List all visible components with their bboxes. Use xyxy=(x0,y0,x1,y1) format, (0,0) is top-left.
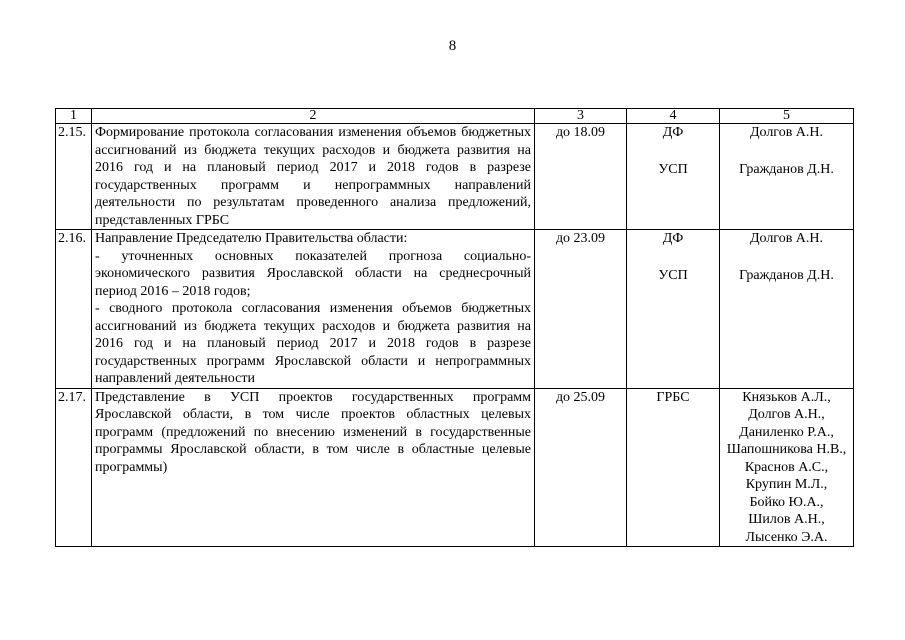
responsible-person: Лысенко Э.А. xyxy=(745,529,828,545)
table-row xyxy=(56,388,854,547)
responsible-person: Даниленко Р.А., xyxy=(739,424,834,440)
row-deadline: до 18.09 xyxy=(535,124,627,230)
responsible-person: Князьков А.Л., xyxy=(742,389,831,405)
header-col-5: 5 xyxy=(720,109,854,124)
row-description: Представление в УСП проектов государственных программ Ярославской области, в том числе проектов областных целевых программ (предложений по внесению изменений в государственные программы Ярославской области, в том числе в областные целевые программы) xyxy=(92,388,535,547)
responsible-person: Долгов А.Н. xyxy=(749,125,824,140)
header-row xyxy=(56,109,854,124)
responsible-person: Гражданов Д.Н. xyxy=(739,267,834,283)
row-deadline: до 25.09 xyxy=(535,388,627,547)
row-executors xyxy=(627,230,720,389)
row-number: 2.16. xyxy=(56,230,92,389)
row-responsible xyxy=(720,230,854,389)
responsible-person: Бойко Ю.А., xyxy=(749,494,824,510)
responsible-person: Долгов А.Н., xyxy=(748,407,825,422)
row-executors xyxy=(627,388,720,547)
header-col-2: 2 xyxy=(92,109,535,124)
description-line: - уточненных основных показателей прогноза социально-экономического развития Ярославской области на среднесрочный период 2016 – 2018 годов; xyxy=(95,248,531,299)
responsible-person: Шапошникова Н.В., xyxy=(726,442,847,457)
row-description: Формирование протокола согласования изменения объемов бюджетных ассигнований из бюджета текущих расходов и бюджета развития на 2016 год и на плановый период 2017 и 2018 годов в разрезе государственных программ и непрограммных направлений деятельности по результатам проведенного анализа предложений, представленных ГРБС xyxy=(92,124,535,230)
row-responsible xyxy=(720,388,854,547)
row-number: 2.15. xyxy=(56,124,92,230)
executor: ДФ xyxy=(662,125,684,140)
table-row xyxy=(56,124,854,230)
executor: УСП xyxy=(658,267,688,283)
page-number: 8 xyxy=(448,38,457,54)
plan-table xyxy=(55,108,854,547)
responsible-person: Крупин М.Л., xyxy=(745,477,828,492)
row-number: 2.17. xyxy=(56,388,92,547)
responsible-person: Краснов А.С., xyxy=(744,459,829,475)
header-col-3: 3 xyxy=(535,109,627,124)
row-executors xyxy=(627,124,720,230)
row-responsible xyxy=(720,124,854,230)
row-description xyxy=(92,230,535,389)
description-line: - сводного протокола согласования изменения объемов бюджетных ассигнований из бюджета текущих расходов и бюджета развития на 2016 год и на плановый период 2017 и 2018 годов в разрезе государственных программ Ярославской области и непрограммных направлений деятельности xyxy=(95,301,531,386)
header-col-1: 1 xyxy=(56,109,92,124)
row-deadline: до 23.09 xyxy=(535,230,627,389)
header-col-4: 4 xyxy=(627,109,720,124)
executor: УСП xyxy=(658,161,688,177)
responsible-person: Гражданов Д.Н. xyxy=(739,161,834,177)
responsible-person: Шилов А.Н., xyxy=(748,512,825,527)
executor: ГРБС xyxy=(656,389,690,405)
responsible-person: Долгов А.Н. xyxy=(749,231,824,246)
table-row xyxy=(56,230,854,389)
executor: ДФ xyxy=(662,231,684,246)
description-line: Направление Председателю Правительства области: xyxy=(95,231,408,246)
